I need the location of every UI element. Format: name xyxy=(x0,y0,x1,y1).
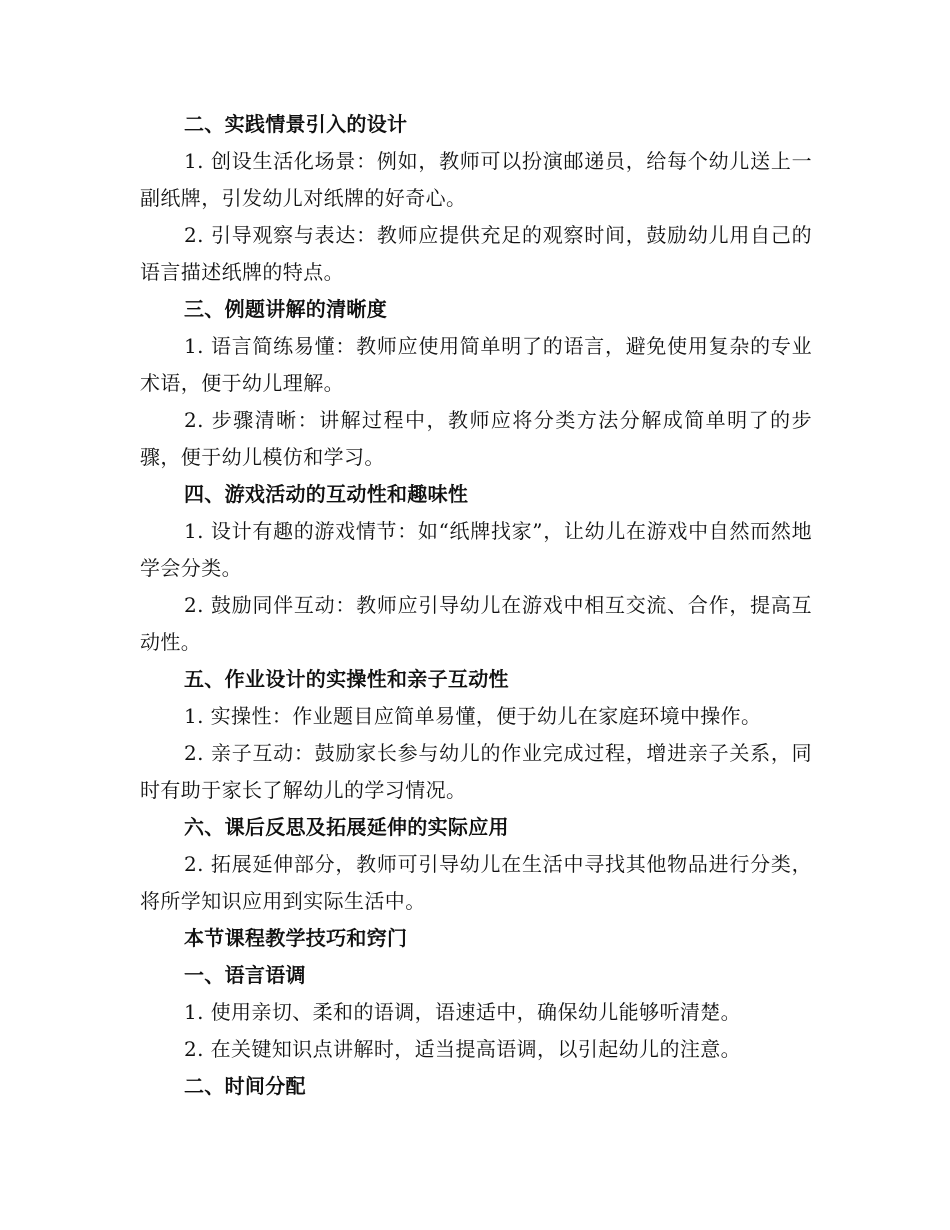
paragraph: 1. 使用亲切、柔和的语调，语速适中，确保幼儿能够听清楚。 xyxy=(184,1000,742,1024)
paragraph: 2. 步骤清晰：讲解过程中，教师应将分类方法分解成简单明了的步骤，便于幼儿模仿和学习。 xyxy=(140,408,812,469)
document-page xyxy=(140,106,812,1105)
paragraph: 2. 拓展延伸部分，教师可引导幼儿在生活中寻找其他物品进行分类，将所学知识应用到实际生活中。 xyxy=(140,852,812,913)
section-heading: 五、作业设计的实操性和亲子互动性 xyxy=(184,667,509,691)
paragraph: 2. 引导观察与表达：教师应提供充足的观察时间，鼓励幼儿用自己的语言描述纸牌的特点。 xyxy=(140,223,812,284)
section-heading: 六、课后反思及拓展延伸的实际应用 xyxy=(184,815,509,839)
paragraph: 1. 创设生活化场景：例如，教师可以扮演邮递员，给每个幼儿送上一副纸牌，引发幼儿对纸牌的好奇心。 xyxy=(140,149,812,210)
section-heading: 本节课程教学技巧和窍门 xyxy=(184,926,408,950)
section-heading: 一、语言语调 xyxy=(184,963,306,987)
section-heading: 三、例题讲解的清晰度 xyxy=(184,297,387,321)
paragraph: 2. 在关键知识点讲解时，适当提高语调，以引起幼儿的注意。 xyxy=(184,1037,742,1061)
paragraph: 1. 实操性：作业题目应简单易懂，便于幼儿在家庭环境中操作。 xyxy=(184,704,762,728)
paragraph: 1. 设计有趣的游戏情节：如“纸牌找家”，让幼儿在游戏中自然而然地学会分类。 xyxy=(140,519,812,580)
paragraph: 2. 鼓励同伴互动：教师应引导幼儿在游戏中相互交流、合作，提高互动性。 xyxy=(140,593,812,654)
section-heading: 四、游戏活动的互动性和趣味性 xyxy=(184,482,469,506)
paragraph: 1. 语言简练易懂：教师应使用简单明了的语言，避免使用复杂的专业术语，便于幼儿理解。 xyxy=(140,334,812,395)
paragraph: 2. 亲子互动：鼓励家长参与幼儿的作业完成过程，增进亲子关系，同时有助于家长了解幼儿的学习情况。 xyxy=(140,741,812,802)
section-heading: 二、时间分配 xyxy=(184,1074,306,1098)
section-heading: 二、实践情景引入的设计 xyxy=(184,112,408,136)
